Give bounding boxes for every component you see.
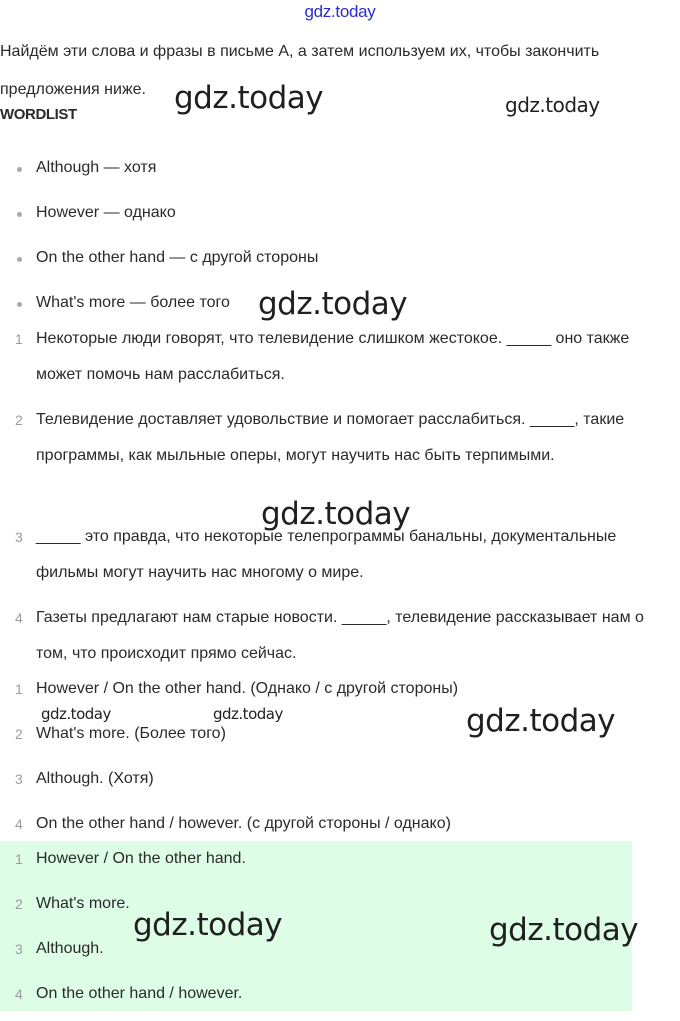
answer-text: On the other hand / however. (с другой стороны / однако) [36,815,451,832]
watermark: gdz.today [41,705,111,723]
wordlist-item-text: What's more — более того [36,294,230,311]
short-answer-text: What's more. [36,895,130,912]
answer-item [0,761,676,806]
bullet-icon [17,167,22,172]
item-number: 3 [15,941,23,957]
item-number: 4 [15,816,23,832]
list-item [0,240,676,285]
exercise-text: _____ это правда, что некоторые телепрограммы банальны, документальные фильмы могут научить нас многому о мире. [36,528,617,581]
exercise-text: Телевидение доставляет удовольствие и помогает расслабиться. _____, такие программы, как мыльные оперы, могут научить нас быть терпимыми. [36,411,625,464]
short-answer-text: However / On the other hand. [36,850,246,867]
short-answer-text: Although. [36,940,104,957]
short-answer-item [0,976,676,1021]
item-number: 1 [15,331,23,347]
wordlist-item-text: On the other hand — с другой стороны [36,249,319,266]
short-answer-text: On the other hand / however. [36,985,243,1002]
watermark: gdz.today [174,80,324,116]
item-number: 3 [15,771,23,787]
exercise-text: Некоторые люди говорят, что телевидение слишком жестокое. _____ оно также может помочь нам расслабиться. [36,330,630,383]
item-number: 4 [15,610,23,626]
bullet-icon [17,257,22,262]
item-number: 4 [15,986,23,1002]
item-number: 2 [15,726,23,742]
site-header-link[interactable]: gdz.today [304,2,376,21]
item-number: 1 [15,851,23,867]
exercise-item [0,321,676,402]
item-number: 2 [15,412,23,428]
answer-item [0,806,676,841]
watermark: gdz.today [489,912,639,948]
watermark: gdz.today [261,496,411,532]
item-number: 3 [15,529,23,545]
watermark: gdz.today [466,703,616,739]
intro-text: Найдём эти слова и фразы в письме А, а затем используем их, чтобы закончить предложения ниже. [0,43,600,98]
item-number: 1 [15,681,23,697]
bullet-icon [17,302,22,307]
bullet-icon [17,212,22,217]
list-item [0,150,676,195]
watermark: gdz.today [213,705,283,723]
wordlist-title: WORDLIST [0,106,77,123]
answer-text: However / On the other hand. (Однако / с другой стороны) [36,680,459,697]
exercise-item [0,600,676,670]
watermark: gdz.today [505,93,600,117]
wordlist-item-text: However — однако [36,204,176,221]
answer-text: What's more. (Более того) [36,725,226,742]
wordlist-item-text: Although — хотя [36,159,157,176]
answers-list [0,671,676,841]
watermark: gdz.today [258,286,408,322]
watermark: gdz.today [133,907,283,943]
answer-text: Although. (Хотя) [36,770,154,787]
exercise-text: Газеты предлагают нам старые новости. _____, телевидение рассказывает нам о том, что происходит прямо сейчас. [36,609,644,662]
list-item [0,195,676,240]
item-number: 2 [15,896,23,912]
short-answer-item [0,841,676,886]
